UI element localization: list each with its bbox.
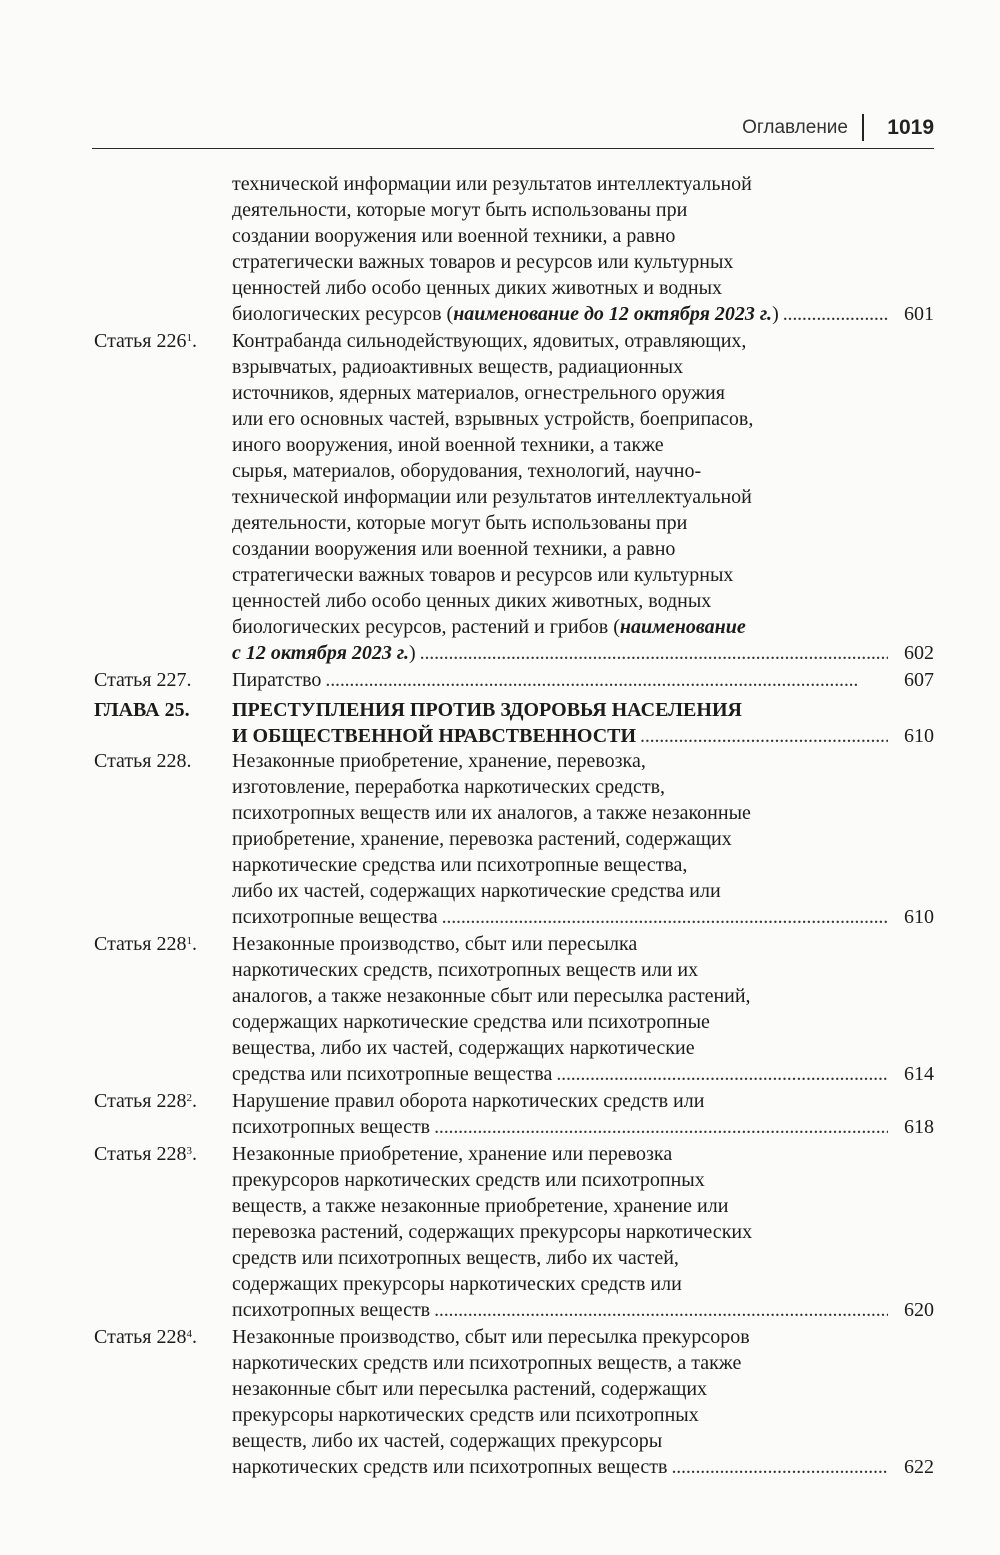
entry-title-line: прекурсоры наркотических средств или психотропных	[232, 1404, 699, 1426]
entry-title-last-line	[232, 723, 934, 749]
entry-title-text: биологических ресурсов (наименование до 12 октября 2023 г.)	[232, 303, 779, 325]
toc-entry	[0, 1324, 1000, 1480]
running-head-separator	[862, 114, 864, 141]
dot-leader	[434, 1114, 888, 1140]
entry-title-line: биологических ресурсов, растений и грибов (наименование	[232, 616, 746, 638]
dot-leader	[325, 667, 888, 693]
entry-title-line: содержащих наркотические средства или психотропные	[232, 1011, 710, 1033]
entry-title-text: И ОБЩЕСТВЕННОЙ НРАВСТВЕННОСТИ	[232, 725, 637, 747]
entry-title-line: взрывчатых, радиоактивных веществ, радиационных	[232, 356, 684, 378]
entry-page-number: 622	[904, 1456, 934, 1478]
entry-title-last-line	[232, 301, 934, 327]
entry-title-text: наркотических средств или психотропных веществ	[232, 1456, 668, 1478]
entry-title-line: или его основных частей, взрывных устройств, боеприпасов,	[232, 408, 754, 430]
entry-title-line: незаконные сбыт или пересылка растений, содержащих	[232, 1378, 708, 1400]
entry-title-line: Контрабанда сильнодействующих, ядовитых, отравляющих,	[232, 330, 747, 352]
entry-title-line: изготовление, переработка наркотических средств,	[232, 776, 666, 798]
entry-title-text: с 12 октября 2023 г.)	[232, 642, 416, 664]
dot-leader	[442, 904, 888, 930]
running-head	[92, 112, 934, 149]
entry-title-text: психотропных веществ	[232, 1116, 431, 1138]
entry-page-number: 610	[904, 725, 934, 747]
entry-title-line: технической информации или результатов интеллектуальной	[232, 486, 752, 508]
entry-title-line: деятельности, которые могут быть использованы при	[232, 512, 688, 534]
dot-leader	[556, 1061, 888, 1087]
dot-leader	[420, 640, 888, 666]
entry-title-line: веществ, а также незаконные приобретение, хранение или	[232, 1195, 729, 1217]
dot-leader	[783, 301, 888, 327]
entry-title-text: средства или психотропные вещества	[232, 1063, 553, 1085]
entry-title-text: Пиратство	[232, 669, 322, 691]
entry-page-number: 620	[904, 1299, 934, 1321]
toc-entry	[0, 1141, 1000, 1323]
entry-title-line: деятельности, которые могут быть использованы при	[232, 199, 688, 221]
entry-title-last-line	[232, 640, 934, 666]
entry-label: Статья 227.	[94, 669, 192, 691]
entry-page-number: 614	[904, 1063, 934, 1085]
entry-title-line: содержащих прекурсоры наркотических средств или	[232, 1273, 682, 1295]
entry-title-line: средств или психотропных веществ, либо их частей,	[232, 1247, 679, 1269]
entry-title-line: аналогов, а также незаконные сбыт или пересылка растений,	[232, 985, 751, 1007]
toc-entry	[0, 328, 1000, 666]
entry-title-line: стратегически важных товаров и ресурсов или культурных	[232, 564, 734, 586]
entry-title-line: иного вооружения, иной военной техники, а также	[232, 434, 664, 456]
entry-title-line: веществ, либо их частей, содержащих прекурсоры	[232, 1430, 663, 1452]
entry-label: Статья 228.	[94, 750, 192, 772]
entry-title-line: создании вооружения или военной техники, а равно	[232, 225, 676, 247]
entry-title-last-line	[232, 1061, 934, 1087]
entry-label: Статья $228^4$.	[94, 1326, 197, 1348]
entry-title-last-line	[232, 1454, 934, 1480]
entry-title-line: наркотических средств, психотропных веществ или их	[232, 959, 699, 981]
entry-page-number: 618	[904, 1116, 934, 1138]
entry-label: Статья $226^1$.	[94, 330, 197, 352]
entry-title-last-line	[232, 667, 934, 693]
entry-title-line: сырья, материалов, оборудования, технологий, научно-	[232, 460, 702, 482]
table-of-contents	[0, 171, 1000, 1480]
entry-title-line: прекурсоров наркотических средств или психотропных	[232, 1169, 705, 1191]
entry-page-number: 601	[904, 303, 934, 325]
entry-title-line: создании вооружения или военной техники, а равно	[232, 538, 676, 560]
entry-label-superscript: 1	[186, 934, 192, 947]
page-number: 1019	[887, 116, 934, 139]
dot-leader	[640, 723, 888, 749]
entry-label-superscript: 3	[186, 1144, 192, 1157]
entry-page-number: 607	[904, 669, 934, 691]
entry-title-line: Незаконные производство, сбыт или пересылка прекурсоров	[232, 1326, 750, 1348]
entry-label-superscript: 2	[186, 1091, 192, 1104]
entry-title-line: источников, ядерных материалов, огнестрельного оружия	[232, 382, 725, 404]
entry-title-line: ценностей либо особо ценных диких животных, водных	[232, 590, 712, 612]
entry-title-line: наркотические средства или психотропные вещества,	[232, 854, 688, 876]
toc-entry	[0, 667, 1000, 693]
dot-leader	[671, 1454, 888, 1480]
entry-title-line: перевозка растений, содержащих прекурсоры наркотических	[232, 1221, 753, 1243]
entry-title-line: стратегически важных товаров и ресурсов или культурных	[232, 251, 734, 273]
toc-entry	[0, 931, 1000, 1087]
entry-page-number: 610	[904, 906, 934, 928]
entry-title-last-line	[232, 904, 934, 930]
entry-title-line: психотропных веществ или их аналогов, а также незаконные	[232, 802, 751, 824]
entry-label: ГЛАВА 25.	[94, 699, 190, 721]
entry-title-line: вещества, либо их частей, содержащих наркотические	[232, 1037, 695, 1059]
entry-title-text: психотропные вещества	[232, 906, 438, 928]
entry-label: Статья $228^2$.	[94, 1090, 197, 1112]
entry-title-line: приобретение, хранение, перевозка растений, содержащих	[232, 828, 732, 850]
toc-entry	[0, 171, 1000, 327]
entry-label: Статья $228^1$.	[94, 933, 197, 955]
entry-label-superscript: 1	[186, 331, 192, 344]
entry-title-last-line	[232, 1297, 934, 1323]
entry-title-last-line	[232, 1114, 934, 1140]
entry-title-text: психотропных веществ	[232, 1299, 431, 1321]
entry-title-line: Нарушение правил оборота наркотических средств или	[232, 1090, 705, 1112]
entry-title-line: ПРЕСТУПЛЕНИЯ ПРОТИВ ЗДОРОВЬЯ НАСЕЛЕНИЯ	[232, 699, 742, 721]
toc-entry	[0, 748, 1000, 930]
dot-leader	[434, 1297, 888, 1323]
toc-entry	[0, 1088, 1000, 1140]
entry-title-line: технической информации или результатов интеллектуальной	[232, 173, 752, 195]
entry-title-line: ценностей либо особо ценных диких животных и водных	[232, 277, 723, 299]
toc-chapter-entry	[0, 697, 1000, 749]
entry-title-line: наркотических средств или психотропных веществ, а также	[232, 1352, 742, 1374]
entry-title-line: либо их частей, содержащих наркотические средства или	[232, 880, 721, 902]
entry-label-superscript: 4	[186, 1327, 192, 1340]
entry-page-number: 602	[904, 642, 934, 664]
running-head-title: Оглавление	[742, 117, 848, 138]
entry-title-line: Незаконные производство, сбыт или пересылка	[232, 933, 638, 955]
entry-title-line: Незаконные приобретение, хранение, перевозка,	[232, 750, 646, 772]
entry-title-line: Незаконные приобретение, хранение или перевозка	[232, 1143, 673, 1165]
entry-label: Статья $228^3$.	[94, 1143, 197, 1165]
